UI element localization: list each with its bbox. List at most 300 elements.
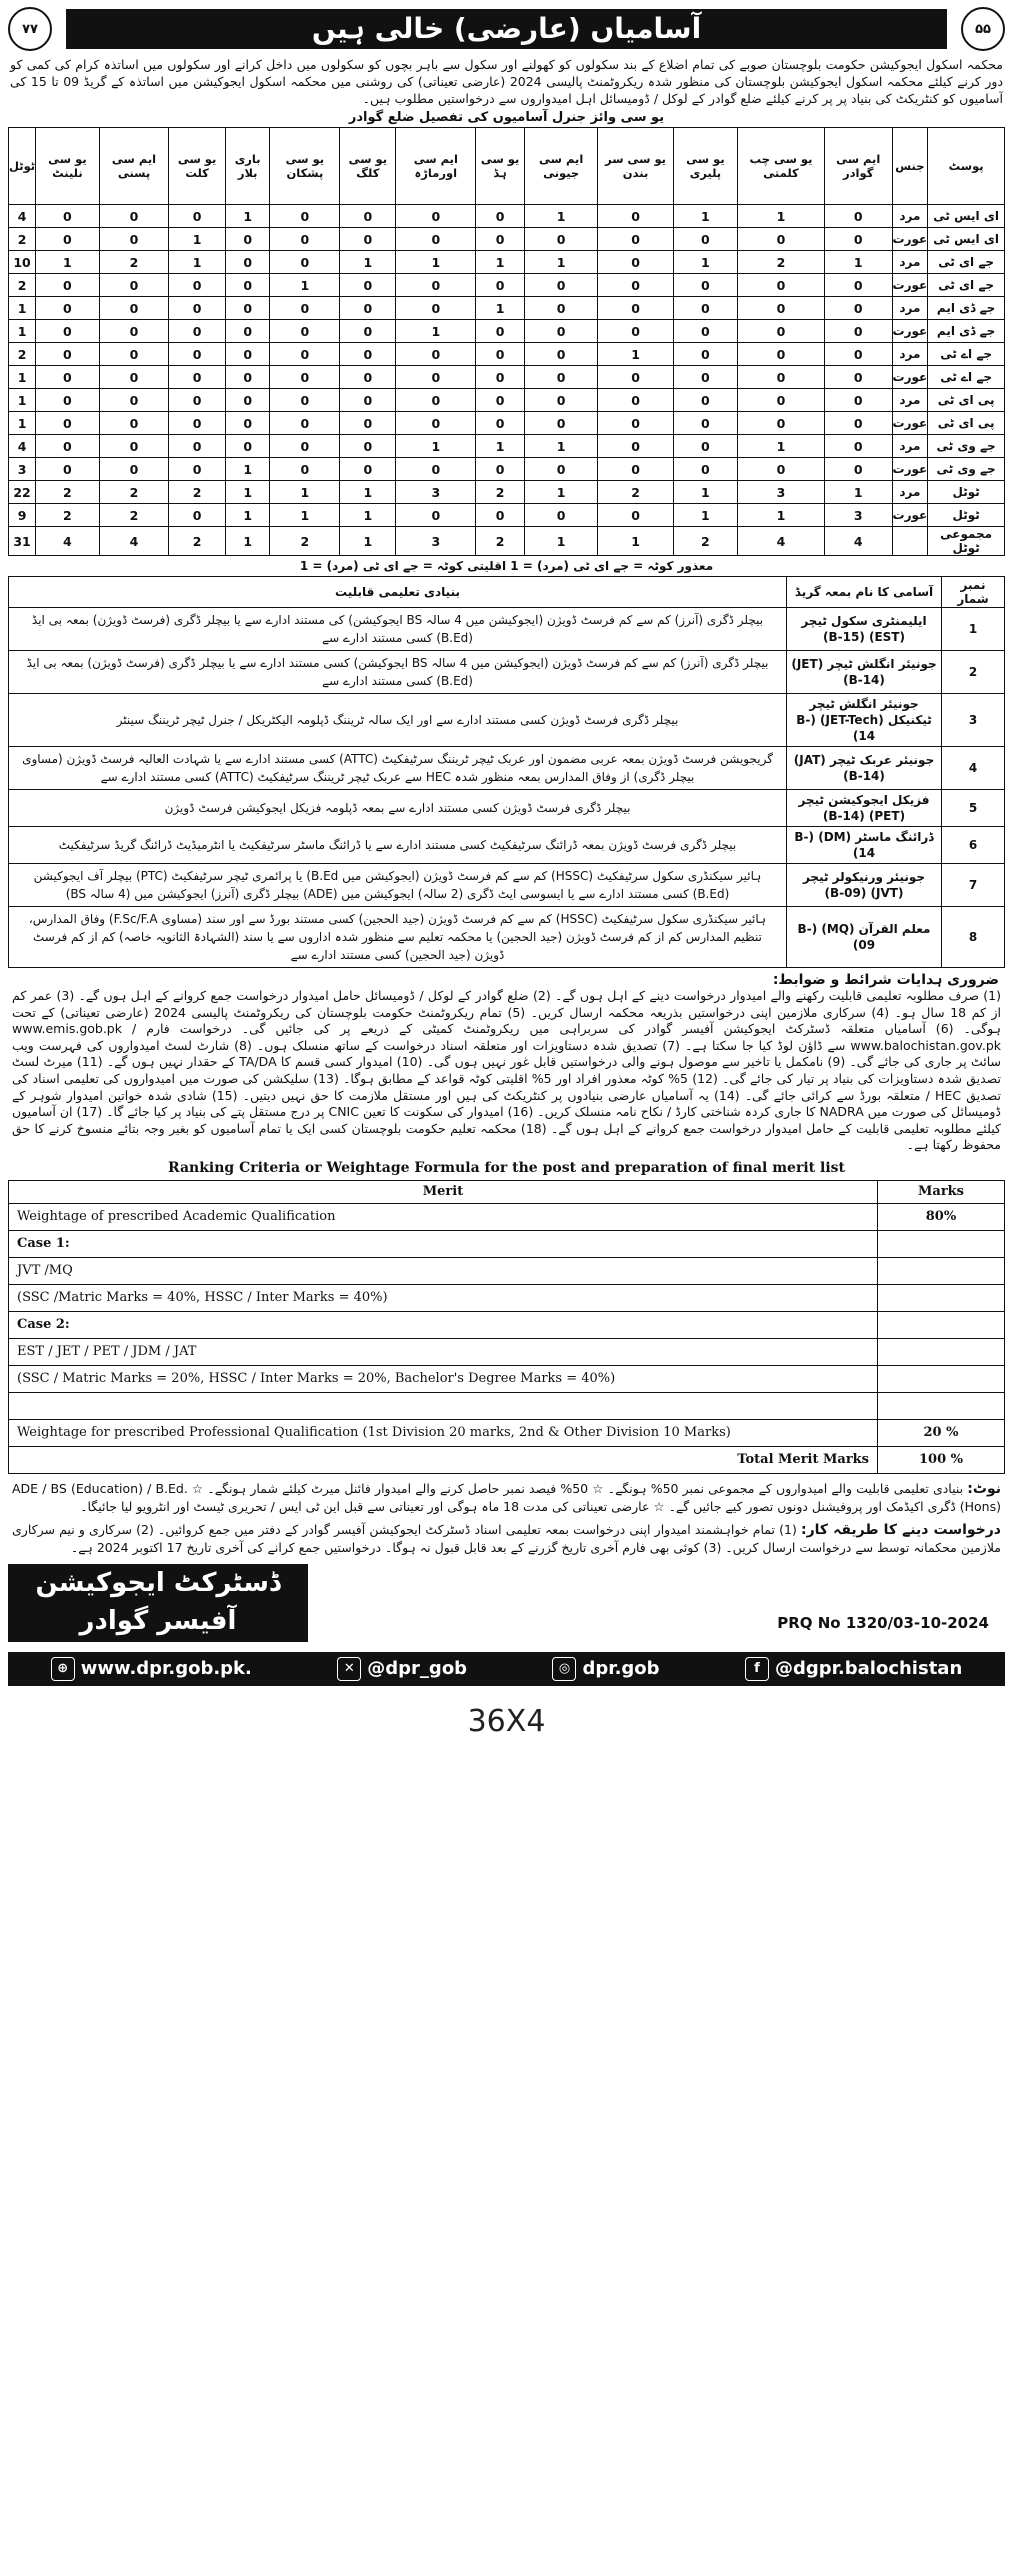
gender-cell: عورت [892,458,928,481]
table-cell: 0 [476,205,525,228]
table-cell: 1 [270,274,340,297]
total-merit-marks: 100 % [878,1446,1005,1473]
table-cell: 0 [396,412,476,435]
qualification-row [9,864,1005,907]
table-cell: 0 [36,343,100,366]
table-cell: 0 [99,389,169,412]
table-cell: 4 [9,205,36,228]
social-link-text: @dgpr.balochistan [774,1658,963,1680]
posts-header-11: باری بلار [225,128,270,205]
table-cell: 0 [673,320,737,343]
apply-text: (1) تمام خواہشمند امیدوار اپنی درخواست بمعہ تعلیمی اسناد ڈسٹرکٹ ایجوکیشن آفیسر گوادر کے دفتر میں جمع کروائیں۔ (2) سرکاری و نیم سرکاری ملازمین محکمانہ توسط سے درخواست ارسال کریں۔ (3) کوئی بھی فارم آخری تاریخ گزرنے کے بعد قابل قبول نہ ہوگا۔ درخواستیں جمع کرانے کی آخری تاریخ 17 اکتوبر 2024 ہے۔ [12,1521,1001,1555]
academic-weightage-label: Weightage of prescribed Academic Qualification [9,1203,878,1230]
post-name-cell: جونیئر عربک ٹیچر (JAT) (B-14) [787,747,942,790]
table-cell: 1 [673,504,737,527]
table-cell: 0 [270,366,340,389]
gender-cell: مرد [892,343,928,366]
table-cell: 1 [738,205,825,228]
officer-line-2: آفیسر گوادر [79,1605,237,1636]
table-cell: 0 [396,366,476,389]
qualification-row [9,694,1005,747]
table-cell: 0 [340,435,396,458]
table-cell: 0 [476,504,525,527]
case1-label: Case 1: [9,1230,878,1257]
posts-header-14: یو سی نلینٹ [36,128,100,205]
table-row [9,343,1005,366]
table-cell: 0 [36,297,100,320]
post-name-cell: جونیئر انگلش ٹیچر (JET) (B-14) [787,651,942,694]
table-cell: 0 [524,297,597,320]
empty-cell [878,1257,1005,1284]
gender-cell: عورت [892,366,928,389]
table-cell: 0 [225,389,270,412]
table-cell: 1 [340,481,396,504]
table-cell: 0 [673,435,737,458]
empty-cell [878,1284,1005,1311]
table-cell: 0 [673,297,737,320]
qualification-row [9,827,1005,864]
table-cell: 1 [270,481,340,504]
table-cell: 1 [824,481,892,504]
page-title: آسامیاں (عارضی) خالی ہیں [66,9,947,49]
professional-weightage-label: Weightage for prescribed Professional Qualification (1st Division 20 marks, 2nd & Other Division 10 Marks) [9,1419,878,1446]
table-cell: 0 [396,205,476,228]
rules-title: ضروری ہدایات شرائط و ضوابط: [772,972,999,988]
table-cell: 1 [9,366,36,389]
table-cell: 2 [673,527,737,556]
officer-signature-box [8,1564,308,1642]
table-cell: 0 [270,251,340,274]
gender-cell: مرد [892,389,928,412]
table-cell: 2 [36,504,100,527]
table-cell: 0 [340,274,396,297]
table-cell: 4 [738,527,825,556]
gender-cell: مرد [892,435,928,458]
table-cell: 0 [225,366,270,389]
table-cell: 0 [270,297,340,320]
qualification-cell: ہائیر سیکنڈری سکول سرٹیفکیٹ (HSSC) کم سے کم فرسٹ ڈویژن (ایجوکیشن میں B.Ed) یا پرائمری ٹیچر سرٹیفکیٹ (PTC) بیچلر آف ایجوکیشن (B.Ed) کسی مستند ادارے سے یا ایسوسی ایٹ ڈگری (2 سالہ) ایجوکیشن میں (ADE) بیچلر ڈگری (آنرز) ایجوکیشن میں (4 سالہ BS) [9,864,787,907]
table-cell: 1 [396,320,476,343]
posts-header-12: یو سی کلت [169,128,226,205]
social-link-text: www.dpr.gob.pk. [80,1658,252,1680]
table-cell: 1 [225,527,270,556]
table-cell: 0 [36,412,100,435]
ranking-title: Ranking Criteria or Weightage Formula for the post and preparation of final merit list [168,1159,845,1176]
table-cell: 0 [169,389,226,412]
table-cell: 0 [524,458,597,481]
table-cell: 0 [270,389,340,412]
table-row [9,205,1005,228]
post-cell: ٹوٹل [928,481,1005,504]
table-cell: 0 [824,412,892,435]
table-cell: 1 [476,251,525,274]
table-cell: 0 [225,274,270,297]
instagram-icon: ◎ [552,1657,576,1681]
table-cell: 0 [524,412,597,435]
table-cell: 0 [99,366,169,389]
table-cell: 0 [225,343,270,366]
table-cell: 3 [396,481,476,504]
qualification-row [9,790,1005,827]
table-cell: 1 [9,320,36,343]
serial-cell: 6 [942,827,1005,864]
right-emblem-icon: ۵۵ [961,7,1005,51]
post-name-cell: ایلیمنٹری سکول ٹیچر (EST) (B-15) [787,608,942,651]
table-row [9,251,1005,274]
table-cell: 0 [738,297,825,320]
table-row [9,504,1005,527]
table-cell: 0 [598,228,673,251]
table-row [9,527,1005,556]
table-cell: 0 [36,458,100,481]
table-cell: 0 [598,504,673,527]
table-row [9,389,1005,412]
gender-cell: مرد [892,297,928,320]
table-cell: 1 [9,297,36,320]
post-cell: جے ڈی ایم [928,320,1005,343]
posts-header-15: ٹوٹل [9,128,36,205]
table-cell: 0 [169,412,226,435]
posts-header-2: ایم سی گوادر [824,128,892,205]
prq-number: PRQ No 1320/03-10-2024 [777,1613,989,1632]
table-cell: 0 [340,228,396,251]
table-cell: 1 [169,251,226,274]
qualification-row [9,907,1005,968]
table-cell: 0 [36,274,100,297]
post-name-cell: معلم القرآن (MQ) (B-09) [787,907,942,968]
qualification-cell: ہائیر سیکنڈری سکول سرٹیفکیٹ (HSSC) کم سے کم فرسٹ ڈویژن (جید الحجین) کسی مستند بورڈ سے اور سند (مساوی F.Sc/F.A) وفاق المدارس، تنظیم المدارس کم از کم فرسٹ ڈویژن (جید الحجین) یا محکمہ تعلیم سے منظور شدہ اداروں سے یا سند (الشہادۃ الثانویہ خاصہ) کم از کم فرسٹ ڈویژن (جید الحجین) کسی مستند ادارے سے [9,907,787,968]
posts-header-5: یو سی سر بندن [598,128,673,205]
professional-weightage-marks: 20 % [878,1419,1005,1446]
table-cell: 0 [99,228,169,251]
post-cell: پی ای ٹی [928,412,1005,435]
table-cell: 0 [99,205,169,228]
table-cell: 0 [225,412,270,435]
gender-cell: مرد [892,251,928,274]
table-cell: 0 [598,366,673,389]
table-cell: 0 [225,228,270,251]
table-cell: 22 [9,481,36,504]
qualification-cell: بیچلر ڈگری فرسٹ ڈویژن کسی مستند ادارے سے بمعہ ڈپلومہ فزیکل ایجوکیشن فرسٹ ڈویژن [9,790,787,827]
table-cell: 0 [36,389,100,412]
empty-cell [878,1230,1005,1257]
table-cell: 1 [738,435,825,458]
table-cell: 2 [99,504,169,527]
table-cell: 0 [169,504,226,527]
table-cell: 0 [738,343,825,366]
table-cell: 0 [340,320,396,343]
table-cell: 0 [169,320,226,343]
table-row [9,412,1005,435]
table-cell: 2 [9,228,36,251]
table-cell: 0 [524,366,597,389]
table-cell: 0 [824,274,892,297]
table-cell: 0 [169,297,226,320]
gender-cell: عورت [892,504,928,527]
table-cell: 0 [738,320,825,343]
social-link-2[interactable] [552,1657,659,1681]
table-cell: 1 [396,435,476,458]
table-cell: 10 [9,251,36,274]
table-cell: 0 [673,412,737,435]
table-cell: 2 [738,251,825,274]
table-cell: 0 [673,458,737,481]
serial-cell: 8 [942,907,1005,968]
apply-label: درخواست دینے کا طریقہ کار: [801,1521,1001,1538]
table-cell: 4 [36,527,100,556]
table-cell: 0 [270,458,340,481]
rules-body: (1) صرف مطلوبہ تعلیمی قابلیت رکھنے والے امیدوار درخواست دینے کے اہل ہوں گے۔ (2) ضلع گوادر کے لوکل / ڈومیسائل حامل امیدوار درخواست جمع کروانے کے اہل ہوں گے۔ (3) عمر کم از کم 18 سال ہو۔ (4) سرکاری ملازمین اپنی درخواستیں بذریعہ محکمہ ارسال کریں۔ (5) تمام ریکروٹمنٹ حکومت بلوچستان کی ریکروٹمنٹ پالیسی 2024 (عارضی تعیناتی) کے تحت ہوگی۔ (6) آسامیاں متعلقہ ڈسٹرکٹ ایجوکیشن آفیسر گوادر کی سربراہی میں ریکروٹمنٹ کمیٹی کے ذریعے پر کی جائیں گی۔ درخواست فارم www.emis.gob.pk / www.balochistan.gov.pk سے ڈاؤن لوڈ کیا جا سکتا ہے۔ (7) تصدیق شدہ دستاویزات اور متعلقہ اسناد درخواست کے ساتھ منسلک ہوں۔ (8) شارٹ لسٹ امیدواروں کی فہرست ویب سائٹ پر جاری کی جائے گی۔ (9) نامکمل یا تاخیر سے موصول ہونے والی درخواستیں قابل غور نہیں ہوں گی۔ (10) امیدوار کسی قسم کا TA/DA کے حقدار نہیں ہوں گے۔ (11) میرٹ لسٹ تصدیق شدہ دستاویزات کی بنیاد پر تیار کی جائے گی۔ (12) 5% کوٹہ معذور افراد اور 5% اقلیتی کوٹہ قواعد کے مطابق ہوگا۔ (13) سلیکشن کی صورت میں امیدواروں کی تعلیمی اسناد کی تصدیق HEC / متعلقہ بورڈ سے کرائی جائے گی۔ (14) یہ آسامیاں عارضی بنیادوں پر کنٹریکٹ کی ہیں اور مستقل ملازمت کا حق نہیں دیتیں۔ (15) شادی شدہ خواتین امیدوار شوہر کے ڈومیسائل کی صورت میں NADRA کا جاری کردہ شناختی کارڈ / نکاح نامہ منسلک کریں۔ (16) امیدوار کی سکونت کا تعین CNIC پر درج مستقل پتے کی بنیاد پر کیا جائے گا۔ (17) ان آسامیوں کیلئے مطلوبہ تعلیمی قابلیت کے حامل امیدوار درخواست جمع کروانے کے اہل ہوں گے۔ (18) محکمہ تعلیم حکومت بلوچستان کسی ایک یا تمام آسامیوں کو بغیر وجہ بتائے منسوخ کرنے کا حق محفوظ رکھتا ہے۔ [12,988,1002,1153]
table-cell: 0 [824,366,892,389]
social-link-0[interactable] [51,1657,252,1681]
table-cell: 0 [396,389,476,412]
table-cell: 0 [524,389,597,412]
footer-zone [8,1564,1005,1650]
apply-block [12,1521,1001,1556]
table-cell: 0 [824,297,892,320]
post-cell: جے اے ٹی [928,343,1005,366]
blank-row [9,1392,878,1419]
table-cell: 1 [169,228,226,251]
empty-cell [878,1338,1005,1365]
table-cell: 0 [225,297,270,320]
empty-cell [878,1365,1005,1392]
table-cell: 0 [738,412,825,435]
post-name-cell: ڈرائنگ ماسٹر (DM) (B-14) [787,827,942,864]
posts-header-3: یو سی چب کلمتی [738,128,825,205]
table-cell: 0 [340,205,396,228]
table-cell: 0 [396,297,476,320]
social-bar [8,1652,1005,1686]
table-cell: 0 [340,366,396,389]
table-cell: 0 [270,412,340,435]
post-cell: ای ایس ٹی [928,205,1005,228]
table-cell: 0 [225,435,270,458]
table-cell: 0 [340,458,396,481]
posts-table [8,127,1005,556]
table-cell: 1 [738,504,825,527]
case2-formula: (SSC / Matric Marks = 20%, HSSC / Inter Marks = 20%, Bachelor's Degree Marks = 40%) [9,1365,878,1392]
gender-cell: مرد [892,481,928,504]
table-row [9,274,1005,297]
table-cell: 1 [598,343,673,366]
ad-code: 36X4 [467,1703,546,1739]
gender-cell [892,527,928,556]
table-cell: 0 [524,343,597,366]
table-cell: 0 [673,366,737,389]
posts-header-1: جنس [892,128,928,205]
table-cell: 1 [396,251,476,274]
table-cell: 0 [738,458,825,481]
table-cell: 1 [673,251,737,274]
table-cell: 0 [598,274,673,297]
table-cell: 1 [9,389,36,412]
serial-cell: 4 [942,747,1005,790]
table-row [9,228,1005,251]
social-link-text: dpr.gob [582,1658,660,1680]
table-cell: 2 [99,481,169,504]
table-cell: 0 [270,205,340,228]
qualification-cell: بیچلر ڈگری (آنرز) کم سے کم فرسٹ ڈویژن (ایجوکیشن میں 4 سالہ BS ایجوکیشن) کی مستند ادارے سے یا بیچلر ڈگری (فرسٹ ڈویژن) بمعہ بی ایڈ (B.Ed) کسی مستند ادارے سے [9,608,787,651]
post-cell: پی ای ٹی [928,389,1005,412]
gender-cell: عورت [892,412,928,435]
table-cell: 0 [169,435,226,458]
table-cell: 0 [598,389,673,412]
table-cell: 0 [225,251,270,274]
table-cell: 0 [169,274,226,297]
table-cell: 0 [598,205,673,228]
twitter-icon: ✕ [337,1657,361,1681]
qualification-cell: گریجویشن فرسٹ ڈویژن بمعہ عربی مضمون اور عربک ٹیچر ٹریننگ سرٹیفکیٹ (ATTC) کسی مستند ادارے سے یا شہادت العالیہ فرسٹ ڈویژن (مساوی بیچلر ڈگری) از وفاق المدارس بمعہ منظور شدہ HEC سے عربک ٹیچر ٹریننگ سرٹیفکیٹ (ATTC) کسی مستند ادارے سے [9,747,787,790]
table-cell: 1 [598,527,673,556]
table-cell: 0 [340,343,396,366]
table-cell: 1 [9,412,36,435]
table-cell: 0 [598,458,673,481]
table-cell: 0 [169,205,226,228]
social-link-3[interactable] [745,1657,962,1681]
table-cell: 0 [476,366,525,389]
serial-cell: 7 [942,864,1005,907]
table-cell: 0 [99,320,169,343]
table-cell: 0 [36,320,100,343]
table-cell: 0 [673,343,737,366]
table-cell: 0 [99,458,169,481]
table-cell: 3 [824,504,892,527]
table-cell: 1 [673,205,737,228]
table-cell: 0 [824,435,892,458]
social-link-1[interactable] [337,1657,467,1681]
posts-header-8: ایم سی اورماڑہ [396,128,476,205]
table-cell: 0 [598,251,673,274]
qual-header-post: آسامی کا نام بمعہ گریڈ [787,577,942,608]
table-cell: 0 [396,458,476,481]
table-cell: 0 [36,205,100,228]
table-cell: 0 [738,274,825,297]
table-cell: 0 [99,297,169,320]
serial-cell: 5 [942,790,1005,827]
table-cell: 1 [340,527,396,556]
table-row [9,458,1005,481]
table-cell: 1 [225,205,270,228]
table-cell: 3 [9,458,36,481]
table-cell: 0 [270,343,340,366]
table-cell: 0 [169,343,226,366]
table-cell: 1 [524,481,597,504]
intro-paragraph: محکمہ اسکول ایجوکیشن حکومت بلوچستان صوبے کی تمام اضلاع کے بند سکولوں کو کھولنے اور سکول سے باہر بچوں کو سکولوں میں داخل کرانے اور سکولوں میں اساتذہ کرام کی کمی کو دور کرنے کیلئے محکمہ اسکول ایجوکیشن بلوچستان کی منظور شدہ ریکروٹمنٹ پالیسی 2024 (عارضی تعیناتی) کی روشنی میں محکمہ اسکول ایجوکیشن میں اساتذہ کے گریڈ 09 تا 15 کی آسامیوں کو کنٹریکٹ کی بنیاد پر پر کرنے کیلئے ضلع گوادر کے لوکل / ڈومیسائل اہل امیدواروں سے درخواستیں مطلوب ہیں۔ [10,57,1004,106]
table-cell: 2 [598,481,673,504]
post-name-cell: جونیئر انگلش ٹیچر ٹیکنیکل (JET-Tech) (B-14) [787,694,942,747]
case2-label: Case 2: [9,1311,878,1338]
gender-cell: مرد [892,205,928,228]
gender-cell: عورت [892,228,928,251]
table-cell: 0 [824,389,892,412]
table-cell: 0 [36,228,100,251]
table-cell: 0 [824,228,892,251]
table-cell: 1 [270,504,340,527]
table-cell: 0 [270,435,340,458]
case1-posts: JVT /MQ [9,1257,878,1284]
marks-header: Marks [878,1180,1005,1203]
table-cell: 0 [36,366,100,389]
table-cell: 0 [673,228,737,251]
posts-header-6: ایم سی جیونی [524,128,597,205]
qualification-cell: بیچلر ڈگری فرسٹ ڈویژن کسی مستند ادارے سے اور ایک سالہ ٹریننگ ڈپلومہ الیکٹریکل / جنرل ٹیچر ٹریننگ سینٹر [9,694,787,747]
table-cell: 0 [340,412,396,435]
table-cell: 9 [9,504,36,527]
table-cell: 0 [598,412,673,435]
table-cell: 0 [476,389,525,412]
table-cell: 2 [99,251,169,274]
table-cell: 0 [36,435,100,458]
qualification-cell: بیچلر ڈگری فرسٹ ڈویژن بمعہ ڈرائنگ سرٹیفکیٹ کسی مستند ادارے سے یا ڈرائنگ ماسٹر سرٹیفکیٹ یا انٹرمیڈیٹ ڈرائنگ گریڈ سرٹیفکیٹ [9,827,787,864]
table-cell: 1 [524,205,597,228]
qual-header-no: نمبر شمار [942,577,1005,608]
table-cell: 0 [270,320,340,343]
table-row [9,366,1005,389]
posts-table-caption: یو سی وائز جنرل آسامیوں کی تفصیل ضلع گوادر [348,110,665,125]
case2-posts: EST / JET / PET / JDM / JAT [9,1338,878,1365]
table-cell: 0 [673,389,737,412]
post-name-cell: جونیئر ورنیکولر ٹیچر (JVT) (B-09) [787,864,942,907]
note-text: بنیادی تعلیمی قابلیت والے امیدواروں کے مجموعی نمبر 50% ہونگے۔ ☆ 50% فیصد نمبر حاصل کرنے والے امیدوار فائنل میرٹ کیلئے شمار ہونگے۔ ☆ ADE / BS (Education) / B.Ed. (Hons) ڈگری اکیڈمک اور پروفیشنل دونوں تصور کیے جائیں گے۔ ☆ عارضی تعیناتی کی مدت 18 ماہ ہوگی اور تعیناتی سے قبل این ٹی ایس / تحریری ٹیسٹ اور انٹرویو لیا جائیگا۔ [12,1480,1001,1514]
table-cell: 1 [225,504,270,527]
left-emblem-icon: ۷۷ [8,7,52,51]
posts-header-7: یو سی ہڈ [476,128,525,205]
table-cell: 0 [99,412,169,435]
table-cell: 0 [824,343,892,366]
table-cell: 0 [738,389,825,412]
post-cell: جے ڈی ایم [928,297,1005,320]
table-cell: 4 [9,435,36,458]
posts-header-10: یو سی پشکان [270,128,340,205]
table-cell: 0 [738,366,825,389]
post-cell: ٹوٹل [928,504,1005,527]
table-cell: 0 [396,228,476,251]
table-cell: 1 [824,251,892,274]
note-block [12,1480,1001,1515]
table-cell: 0 [396,343,476,366]
serial-cell: 1 [942,608,1005,651]
globe-icon: ⊕ [51,1657,75,1681]
table-cell: 1 [476,435,525,458]
table-cell: 0 [340,389,396,412]
table-cell: 0 [476,412,525,435]
table-cell: 0 [673,274,737,297]
table-cell: 0 [476,343,525,366]
table-cell: 1 [524,527,597,556]
post-cell: جے ای ٹی [928,251,1005,274]
qual-header-qualification: بنیادی تعلیمی قابلیت [9,577,787,608]
table-cell: 0 [524,504,597,527]
table-cell: 2 [9,343,36,366]
table-row [9,320,1005,343]
table-cell: 0 [824,320,892,343]
merit-table [8,1180,1005,1474]
post-cell: مجموعی ٹوٹل [928,527,1005,556]
table-cell: 31 [9,527,36,556]
table-cell: 4 [824,527,892,556]
table-cell: 0 [225,320,270,343]
qualification-table [8,576,1005,968]
qualification-cell: بیچلر ڈگری (آنرز) کم سے کم فرسٹ ڈویژن (ایجوکیشن میں 4 سالہ BS ایجوکیشن) کسی مستند ادارے سے یا بیچلر ڈگری (فرسٹ ڈویژن) بمعہ بی ایڈ (B.Ed) کسی مستند ادارے سے [9,651,787,694]
post-name-cell: فزیکل ایجوکیشن ٹیچر (PET) (B-14) [787,790,942,827]
table-cell: 1 [340,251,396,274]
table-cell: 1 [524,251,597,274]
post-cell: جے وی ٹی [928,435,1005,458]
table-cell: 1 [476,297,525,320]
table-cell: 0 [99,343,169,366]
table-cell: 0 [598,297,673,320]
